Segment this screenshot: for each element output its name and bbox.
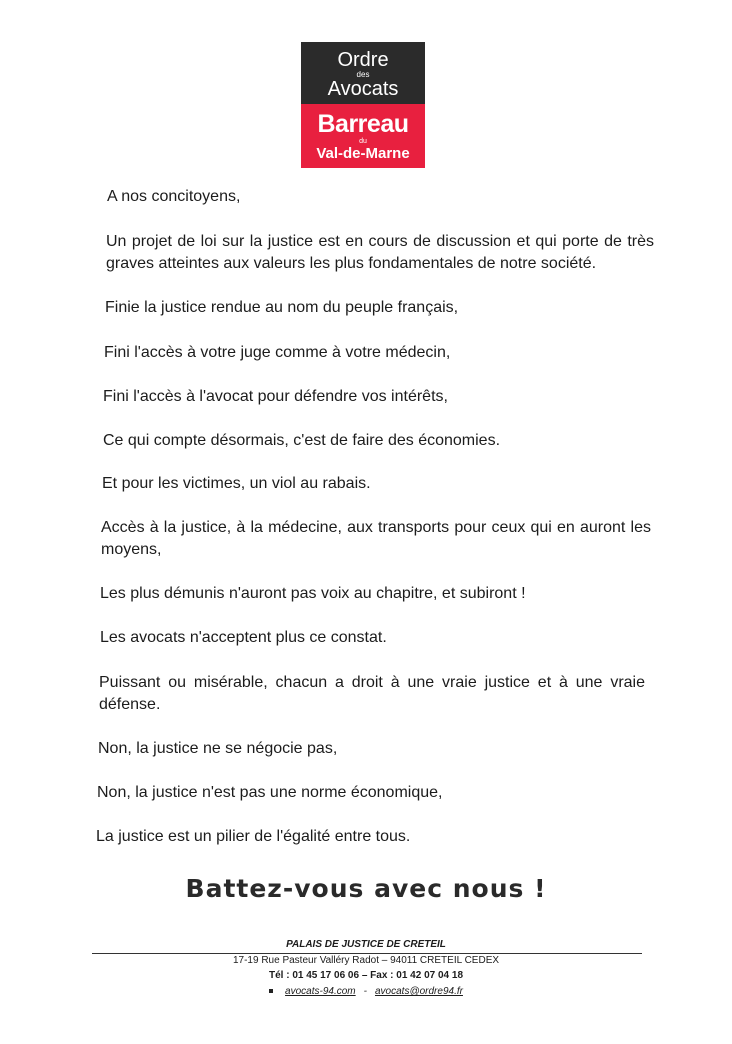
logo-top-band xyxy=(301,42,425,104)
logo-barreau: Barreau xyxy=(317,110,409,138)
paragraph-puissant: Puissant ou misérable, chacun a droit à une vraie justice et à une vraie défense. xyxy=(99,674,645,713)
logo-bottom-band xyxy=(301,104,425,168)
paragraph-demunis: Les plus démunis n'auront pas voix au chapitre, et subiront ! xyxy=(100,585,526,602)
footer-title: PALAIS DE JUSTICE DE CRETEIL xyxy=(286,939,446,950)
paragraph-negocie: Non, la justice ne se négocie pas, xyxy=(98,740,338,757)
logo-ordre: Ordre xyxy=(337,49,389,71)
website-link[interactable]: avocats-94.com xyxy=(285,986,356,997)
paragraph-finie-justice: Finie la justice rendue au nom du peuple français, xyxy=(105,299,459,316)
call-to-action: Battez-vous avec nous ! xyxy=(185,874,547,903)
footer-contact xyxy=(0,986,732,997)
greeting: A nos concitoyens, xyxy=(107,188,241,205)
paragraph-intro: Un projet de loi sur la justice est en cours de discussion et qui porte de très graves atteintes aux valeurs les plus fondamentales de notre société. xyxy=(106,233,654,272)
paragraph-avocats-constat: Les avocats n'acceptent plus ce constat. xyxy=(100,629,387,646)
logo-des: des xyxy=(356,70,370,79)
bullet-icon xyxy=(269,989,273,993)
paragraph-acces-moyens: Accès à la justice, à la médecine, aux transports pour ceux qui en auront les moyens, xyxy=(101,519,651,558)
logo-du: du xyxy=(359,138,367,145)
paragraph-victimes: Et pour les victimes, un viol au rabais. xyxy=(102,475,371,492)
contact-separator: - xyxy=(363,986,367,997)
paragraph-norme: Non, la justice n'est pas une norme économique, xyxy=(97,784,443,801)
footer-address: 17-19 Rue Pasteur Valléry Radot – 94011 CRETEIL CEDEX xyxy=(232,955,500,966)
paragraph-acces-juge: Fini l'accès à votre juge comme à votre médecin, xyxy=(104,344,451,361)
paragraph-economies: Ce qui compte désormais, c'est de faire des économies. xyxy=(103,432,501,449)
logo-avocats: Avocats xyxy=(327,78,399,100)
email-link[interactable]: avocats@ordre94.fr xyxy=(374,986,463,997)
footer-phone-fax: Tél : 01 45 17 06 06 – Fax : 01 42 07 04 18 xyxy=(268,970,464,981)
footer-divider xyxy=(92,953,642,954)
bar-association-logo xyxy=(301,42,425,168)
paragraph-pilier: La justice est un pilier de l'égalité entre tous. xyxy=(96,828,411,845)
logo-val-de-marne: Val-de-Marne xyxy=(316,145,410,162)
paragraph-acces-avocat: Fini l'accès à l'avocat pour défendre vos intérêts, xyxy=(103,388,448,405)
